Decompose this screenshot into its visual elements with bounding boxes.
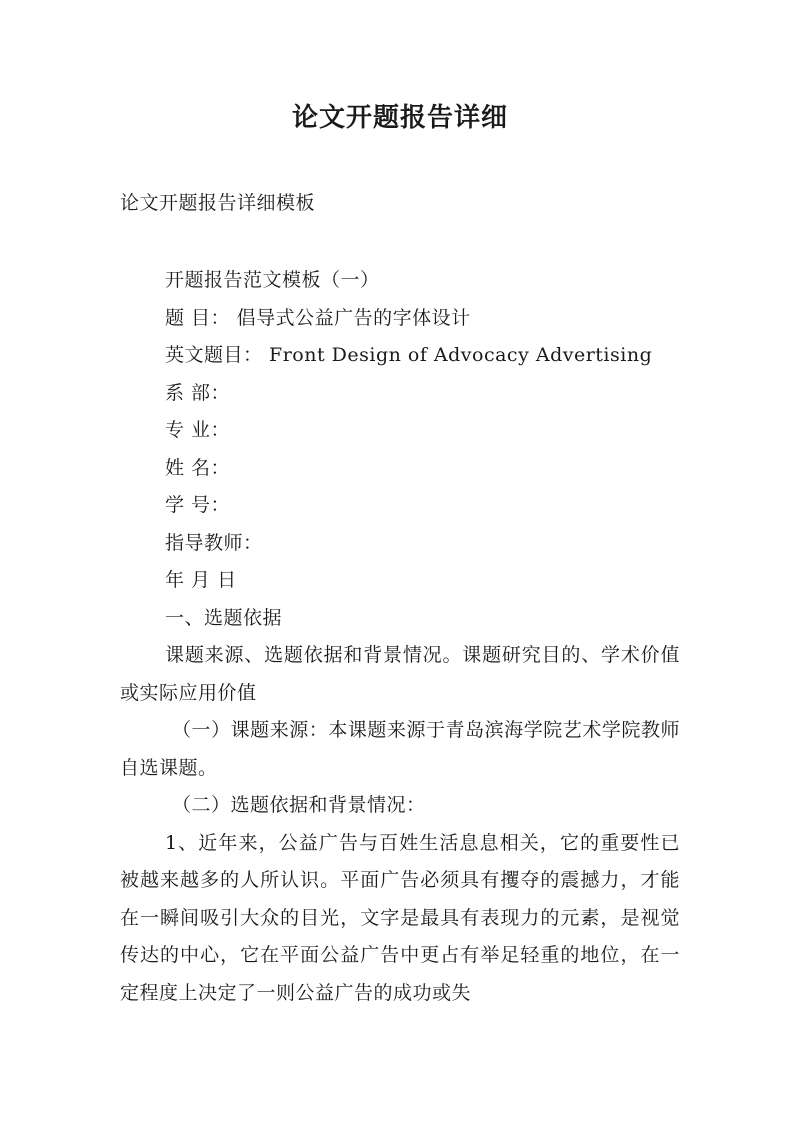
field-major: 专 业： <box>165 419 231 441</box>
field-date: 年 月 日 <box>165 569 237 591</box>
field-student-id: 学 号： <box>165 494 231 516</box>
document-title: 论文开题报告详细 <box>291 103 508 133</box>
document-subtitle: 论文开题报告详细模板 <box>120 192 316 214</box>
paragraph-background: 1、近年来，公益广告与百姓生活息息相关，它的重要性已被越来越多的人所认识。平面广告必须具有攫夺的震撼力，才能在一瞬间吸引大众的目光，文字是最具有表现力的元素，是视觉传达的中心，它在平面公益广告中更占有举足轻重的地位，在一定程度上决定了一则公益广告的成功或失 <box>120 831 680 1004</box>
field-advisor: 指导教师： <box>165 531 263 554</box>
field-department: 系 部： <box>165 381 231 404</box>
template-heading: 开题报告范文模板（一） <box>165 269 380 291</box>
paragraph-research-purpose: 课题来源、选题依据和背景情况。课题研究目的、学术价值或实际应用价值 <box>120 644 680 704</box>
field-name: 姓 名： <box>165 456 231 479</box>
paragraph-topic-source: （一）课题来源：本课题来源于青岛滨海学院艺术学院教师自选课题。 <box>120 719 680 779</box>
field-topic: 题 目： 倡导式公益广告的字体设计 <box>165 306 471 329</box>
field-english-title: 英文题目： Front Design of Advocacy Advertising <box>165 344 653 366</box>
section-heading-1: 一、选题依据 <box>165 606 283 629</box>
paragraph-basis-heading: （二）选题依据和背景情况： <box>172 794 426 816</box>
document-body <box>120 262 680 1012</box>
